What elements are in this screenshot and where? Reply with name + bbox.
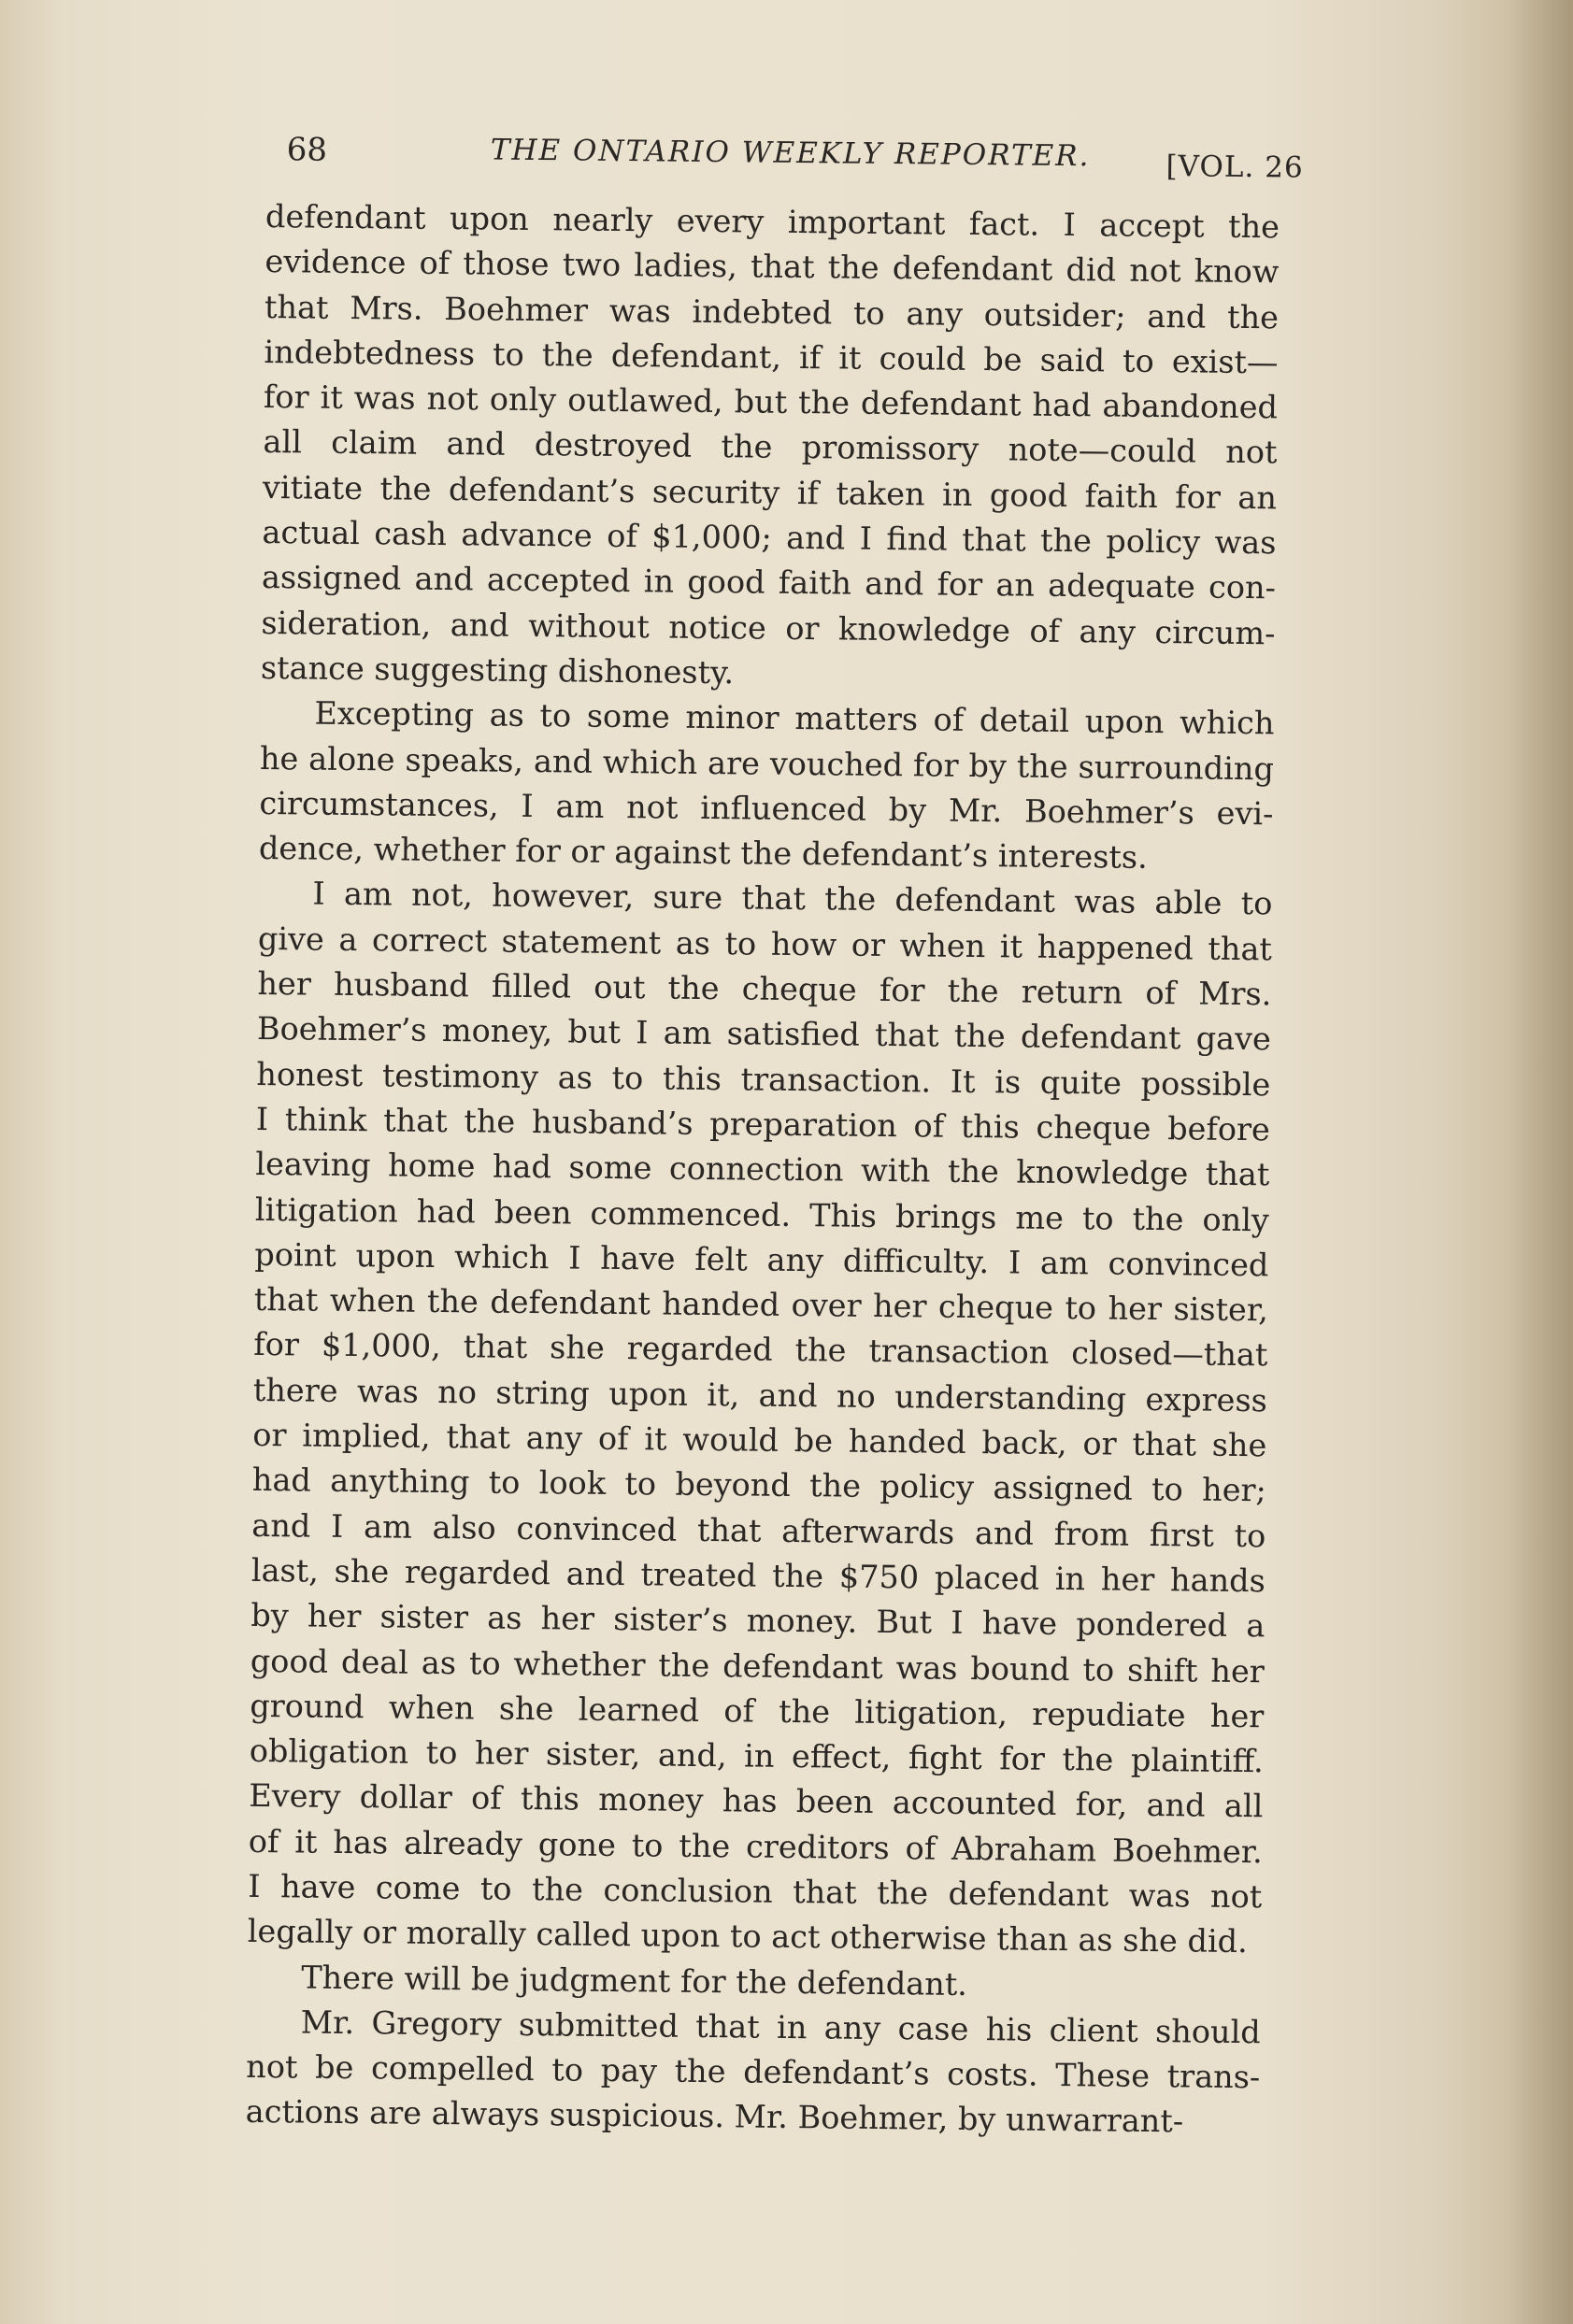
text-line: dence, whether for or against the defendant’s interests. (258, 830, 1148, 877)
text-line: had anything to look to beyond the policy assigned to her; (251, 1461, 1267, 1509)
text-line: There will be judgment for the defendant. (301, 1959, 968, 2003)
paragraph (248, 871, 1296, 1965)
text-line: obligation to her sister, and, in effect, fight for the plaintiff. (249, 1732, 1264, 1780)
text-line: Boehmer’s money, but I am satisfied that the defendant gave (256, 1010, 1272, 1058)
text-line: Every dollar of this money has been accounted for, and all (249, 1777, 1264, 1825)
text-line: of it has already gone to the creditors of Abraham Boehmer. (248, 1822, 1263, 1870)
text-line: ground when she learned of the litigation, repudiate her (250, 1687, 1265, 1735)
page-edge-shadow (1508, 0, 1573, 2324)
text-line: I think that the husband’s preparation of this cheque before (255, 1100, 1271, 1148)
text-line: Excepting as to some minor matters of detail upon which (314, 694, 1275, 742)
running-head (265, 131, 1304, 198)
page-number: 68 (286, 131, 328, 169)
body-text (246, 194, 1304, 2146)
text-line: good deal as to whether the defendant was bound to shift her (250, 1642, 1266, 1690)
text-line: for it was not only outlawed, but the defendant had abandoned (263, 378, 1279, 426)
text-line: sideration, and without notice or knowledge of any circum- (261, 604, 1276, 652)
text-line: point upon which I have felt any difficulty. I am convinced (254, 1235, 1269, 1284)
text-line: actual cash advance of $1,000; and I find that the policy was (262, 514, 1277, 562)
text-line: circumstances, I am not influenced by Mr. Boehmer’s evi- (259, 784, 1274, 833)
text-line: Mr. Gregory submitted that in any case his client should (300, 2003, 1261, 2051)
text-line: he alone speaks, and which are vouched for by the surrounding (259, 739, 1275, 787)
text-line: I am not, however, sure that the defendant was able to (312, 876, 1273, 922)
paragraph (261, 194, 1304, 702)
text-line: and I am also convinced that afterwards and from first to (251, 1506, 1266, 1554)
text-line: there was no string upon it, and no understanding express (252, 1371, 1268, 1419)
text-line: not be compelled to pay the defendant’s costs. These trans- (246, 2048, 1261, 2096)
text-line: honest testimony as to this transaction. It is quite possible (256, 1055, 1271, 1103)
text-line: that Mrs. Boehmer was indebted to any outsider; and the (264, 288, 1280, 335)
text-line: or implied, that any of it would be handed back, or that she (252, 1416, 1267, 1464)
text-line: her husband filled out the cheque for the return of Mrs. (257, 964, 1272, 1013)
text-line: that when the defendant handed over her cheque to her sister, (253, 1281, 1269, 1329)
page-text-block (246, 131, 1304, 2146)
journal-title: THE ONTARIO WEEKLY REPORTER. (490, 133, 1091, 174)
text-line: actions are always suspicious. Mr. Boehmer, by unwarrant- (245, 2093, 1184, 2140)
text-line: legally or morally called upon to act otherwise than as she did. (247, 1913, 1248, 1960)
text-line: I have come to the conclusion that the defendant was not (248, 1867, 1263, 1916)
text-line: vitiate the defendant’s security if taken in good faith for an (262, 468, 1278, 517)
paragraph (259, 691, 1298, 882)
volume-label: [VOL. 26 (1165, 150, 1304, 185)
text-line: defendant upon nearly every important fact. I accept the (265, 197, 1280, 246)
text-line: for $1,000, that she regarded the transaction closed—that (253, 1326, 1268, 1374)
text-line: indebtedness to the defendant, if it could be said to exist— (264, 333, 1279, 381)
text-line: last, she regarded and treated the $750 placed in her hands (250, 1551, 1266, 1600)
text-line: evidence of those two ladies, that the defendant did not know (265, 243, 1280, 291)
text-line: all claim and destroyed the promissory note—could not (263, 423, 1278, 471)
text-line: litigation had been commenced. This brings me to the only (254, 1191, 1270, 1238)
text-line: assigned and accepted in good faith and for an adequate con- (261, 559, 1277, 606)
text-line: stance suggesting dishonesty. (260, 649, 735, 691)
paragraph (246, 2000, 1284, 2146)
text-line: by her sister as her sister’s money. But I have pondered a (250, 1597, 1266, 1645)
text-line: leaving home had some connection with the knowledge that (255, 1146, 1270, 1193)
text-line: give a correct statement as to how or when it happened that (257, 920, 1273, 968)
